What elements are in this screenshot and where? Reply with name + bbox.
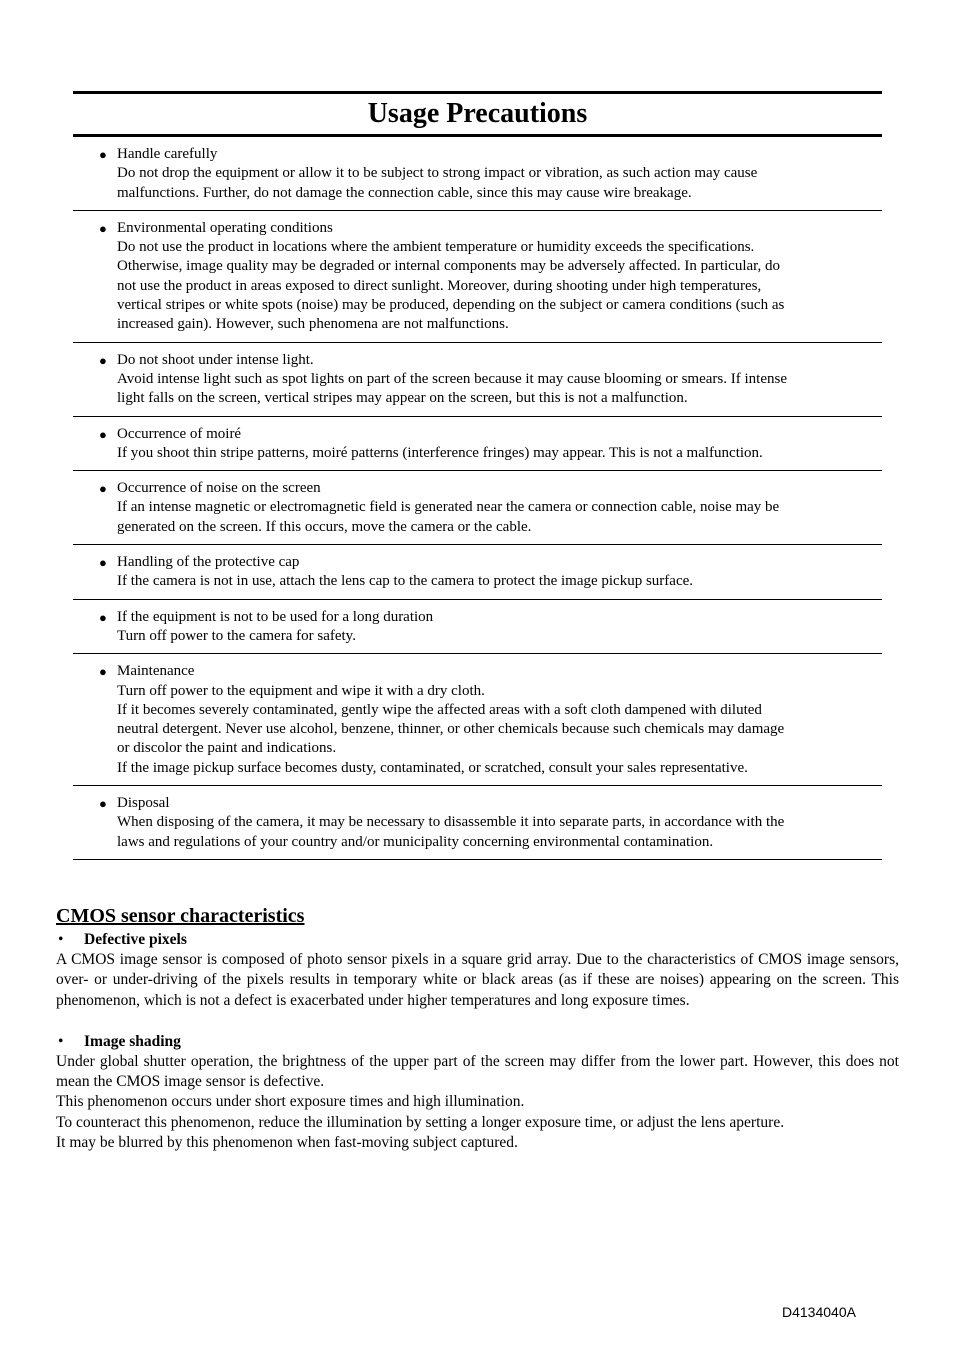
precaution-heading: If the equipment is not to be used for a long duration	[117, 608, 434, 625]
precaution-body: If you shoot thin stripe patterns, moiré patterns (interference fringes) may appear. This is not a malfunction.	[117, 444, 763, 461]
bullet-icon: ●	[99, 426, 107, 442]
bullet-icon: ●	[99, 481, 107, 497]
image-shading-line: To counteract this phenomenon, reduce the illumination by setting a longer exposure time, or adjust the lens aperture.	[56, 1113, 785, 1131]
bullet-icon: ●	[99, 220, 107, 236]
bullet-icon: ●	[99, 352, 107, 368]
image-shading-line: This phenomenon occurs under short exposure times and high illumination.	[56, 1093, 525, 1111]
bullet-icon: ●	[99, 555, 107, 571]
precaution-item	[73, 343, 882, 417]
precaution-body: Avoid intense light such as spot lights on part of the screen because it may cause blooming or smears. If intense light falls on the screen, vertical stripes may appear on the screen, but this is not a malfunction.	[117, 370, 787, 407]
precaution-heading: Handle carefully	[117, 146, 218, 162]
precaution-body: Do not drop the equipment or allow it to be subject to strong impact or vibration, as such action may cause malfunctions. Further, do not damage the connection cable, since this may cause wire breakage.	[117, 165, 758, 201]
bullet-icon: ●	[99, 796, 107, 812]
precaution-item	[73, 786, 882, 860]
cmos-section	[56, 902, 899, 1153]
precaution-body: Turn off power to the camera for safety.	[117, 627, 356, 644]
precaution-heading: Handling of the protective cap	[117, 554, 300, 571]
document-number: D4134040A	[782, 1304, 856, 1320]
small-bullet-icon: •	[58, 931, 64, 948]
precaution-body: Do not use the product in locations where the ambient temperature or humidity exceeds the specifications. Otherwise, image quality may be degraded or internal components may be adversely affected. In particular, do not use the product in areas exposed to direct sunlight. Moreover, during shooting under high temperatures, vertical stripes or white spots (noise) may be produced, depending on the subject or camera conditions (such as increased gain). However, such phenomena are not malfunctions.	[117, 239, 785, 333]
image-shading-title: Image shading	[84, 1032, 181, 1050]
precaution-heading: Occurrence of moiré	[117, 425, 242, 442]
precaution-item	[73, 545, 882, 600]
bullet-icon: ●	[99, 147, 107, 162]
precaution-item	[73, 600, 882, 655]
precaution-item	[73, 471, 882, 545]
precaution-item	[73, 137, 882, 211]
precaution-body: When disposing of the camera, it may be necessary to disassemble it into separate parts, in accordance with the laws and regulations of your country and/or municipality concerning environmental contamination.	[117, 814, 785, 850]
cmos-section-heading: CMOS sensor characteristics	[56, 905, 305, 927]
image-shading-line: It may be blurred by this phenomenon when fast-moving subject captured.	[56, 1133, 518, 1151]
precaution-heading: Environmental operating conditions	[117, 219, 333, 236]
section-spacer	[56, 1011, 899, 1032]
precaution-heading: Disposal	[117, 795, 170, 812]
precaution-item	[73, 654, 882, 786]
defective-pixels-title: Defective pixels	[84, 931, 187, 948]
precaution-item	[73, 211, 882, 343]
small-bullet-icon: •	[58, 1032, 64, 1050]
precaution-item	[73, 417, 882, 472]
precaution-heading: Do not shoot under intense light.	[117, 351, 314, 368]
image-shading-line: Under global shutter operation, the brightness of the upper part of the screen may differ from the lower part. However, this does not mean the CMOS image sensor is defective.	[56, 1053, 899, 1091]
title-block	[73, 91, 882, 137]
bullet-icon: ●	[99, 609, 107, 625]
precaution-heading: Occurrence of noise on the screen	[117, 480, 321, 497]
precaution-heading: Maintenance	[117, 663, 195, 680]
bullet-icon: ●	[99, 664, 107, 680]
defective-pixels-heading	[56, 930, 899, 950]
precautions-list	[73, 137, 882, 860]
precaution-body: Turn off power to the equipment and wipe it with a dry cloth. If it becomes severely contaminated, gently wipe the affected areas with a soft cloth dampened with diluted neutral detergent. Never use alcohol, benzene, thinner, or other chemicals because such chemicals may damage or discolor the paint and indications. If the image pickup surface becomes dusty, contaminated, or scratched, consult your sales representative.	[117, 682, 785, 776]
page-title: Usage Precautions	[367, 98, 588, 129]
precaution-body: If the camera is not in use, attach the lens cap to the camera to protect the image pickup surface.	[117, 573, 694, 590]
precaution-body: If an intense magnetic or electromagnetic field is generated near the camera or connection cable, noise may be generated on the screen. If this occurs, move the camera or the cable.	[117, 499, 780, 535]
defective-pixels-body: A CMOS image sensor is composed of photo sensor pixels in a square grid array. Due to the characteristics of CMOS image sensors, over- or under-driving of the pixels results in temporary white or black areas (as if these are noises) appearing on the screen. This phenomenon, which is not a defect is exacerbated under higher temperatures and long exposure times.	[56, 951, 899, 1009]
image-shading-heading	[56, 1032, 899, 1052]
